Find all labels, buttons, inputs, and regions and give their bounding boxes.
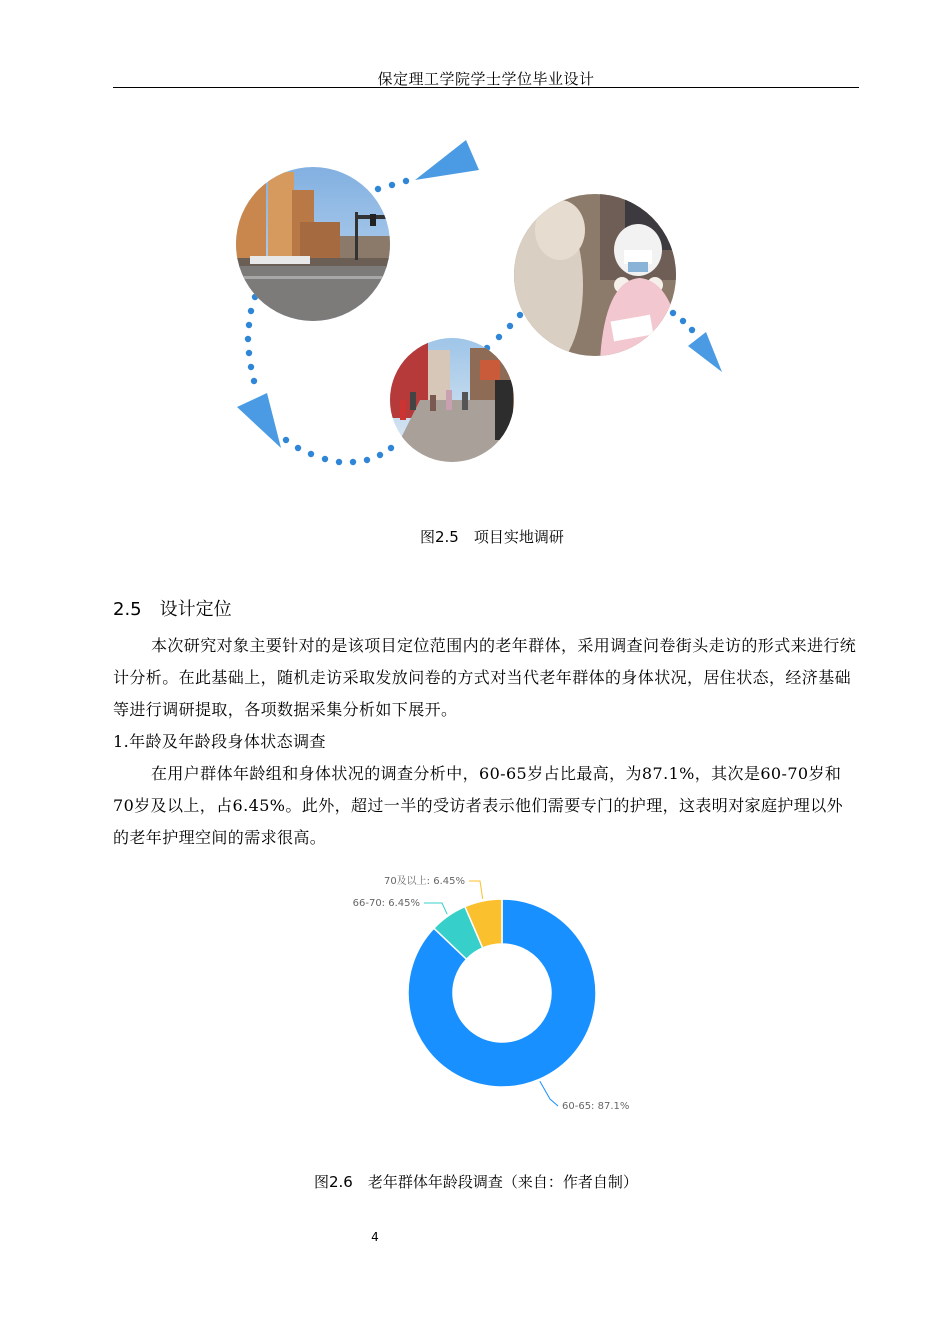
donut-label-1: 66-70: 6.45% — [352, 898, 420, 909]
section-heading: 2.5 设计定位 — [113, 599, 232, 620]
subheading-1: 1.年龄及年龄段身体状态调查 — [113, 732, 326, 751]
page-number: 4 — [371, 1230, 379, 1244]
donut-leader-1 — [424, 903, 447, 914]
running-header: 保定理工学院学士学位毕业设计 — [377, 70, 595, 88]
body-text — [113, 630, 859, 854]
street-photo — [230, 160, 400, 336]
arrow-right-icon — [688, 332, 722, 372]
age-donut-chart — [300, 866, 720, 1136]
field-research-figure — [0, 0, 950, 480]
donut-label-2: 70及以上: 6.45% — [383, 876, 465, 887]
donut-label-0: 60-65: 87.1% — [562, 1101, 630, 1112]
arrow-left-icon — [237, 393, 281, 448]
pedestrian-street-photo — [385, 335, 520, 470]
paragraph-2: 在用户群体年龄组和身体状况的调查分析中，60-65岁占比最高，为87.1%，其次是60-70岁和70岁及以上，占6.45%。此外，超过一半的受访者表示他们需要专门的护理，这表明对家庭护理以外的老年护理空间的需求很高。 — [113, 764, 843, 847]
figure-caption-2-6: 图2.6 老年群体年龄段调查（来自：作者自制） — [314, 1173, 638, 1191]
survey-interview-photo — [507, 190, 682, 370]
donut-leader-2 — [469, 881, 483, 899]
paragraph-1: 本次研究对象主要针对的是该项目定位范围内的老年群体，采用调查问卷街头走访的形式来进行统计分析。在此基础上，随机走访采取发放问卷的方式对当代老年群体的身体状况，居住状态，经济基础等进行调研提取，各项数据采集分析如下展开。 — [113, 636, 857, 719]
donut-leader-0 — [540, 1081, 558, 1106]
figure-caption-2-5: 图2.5 项目实地调研 — [420, 528, 564, 546]
arrow-top-icon — [415, 140, 479, 180]
